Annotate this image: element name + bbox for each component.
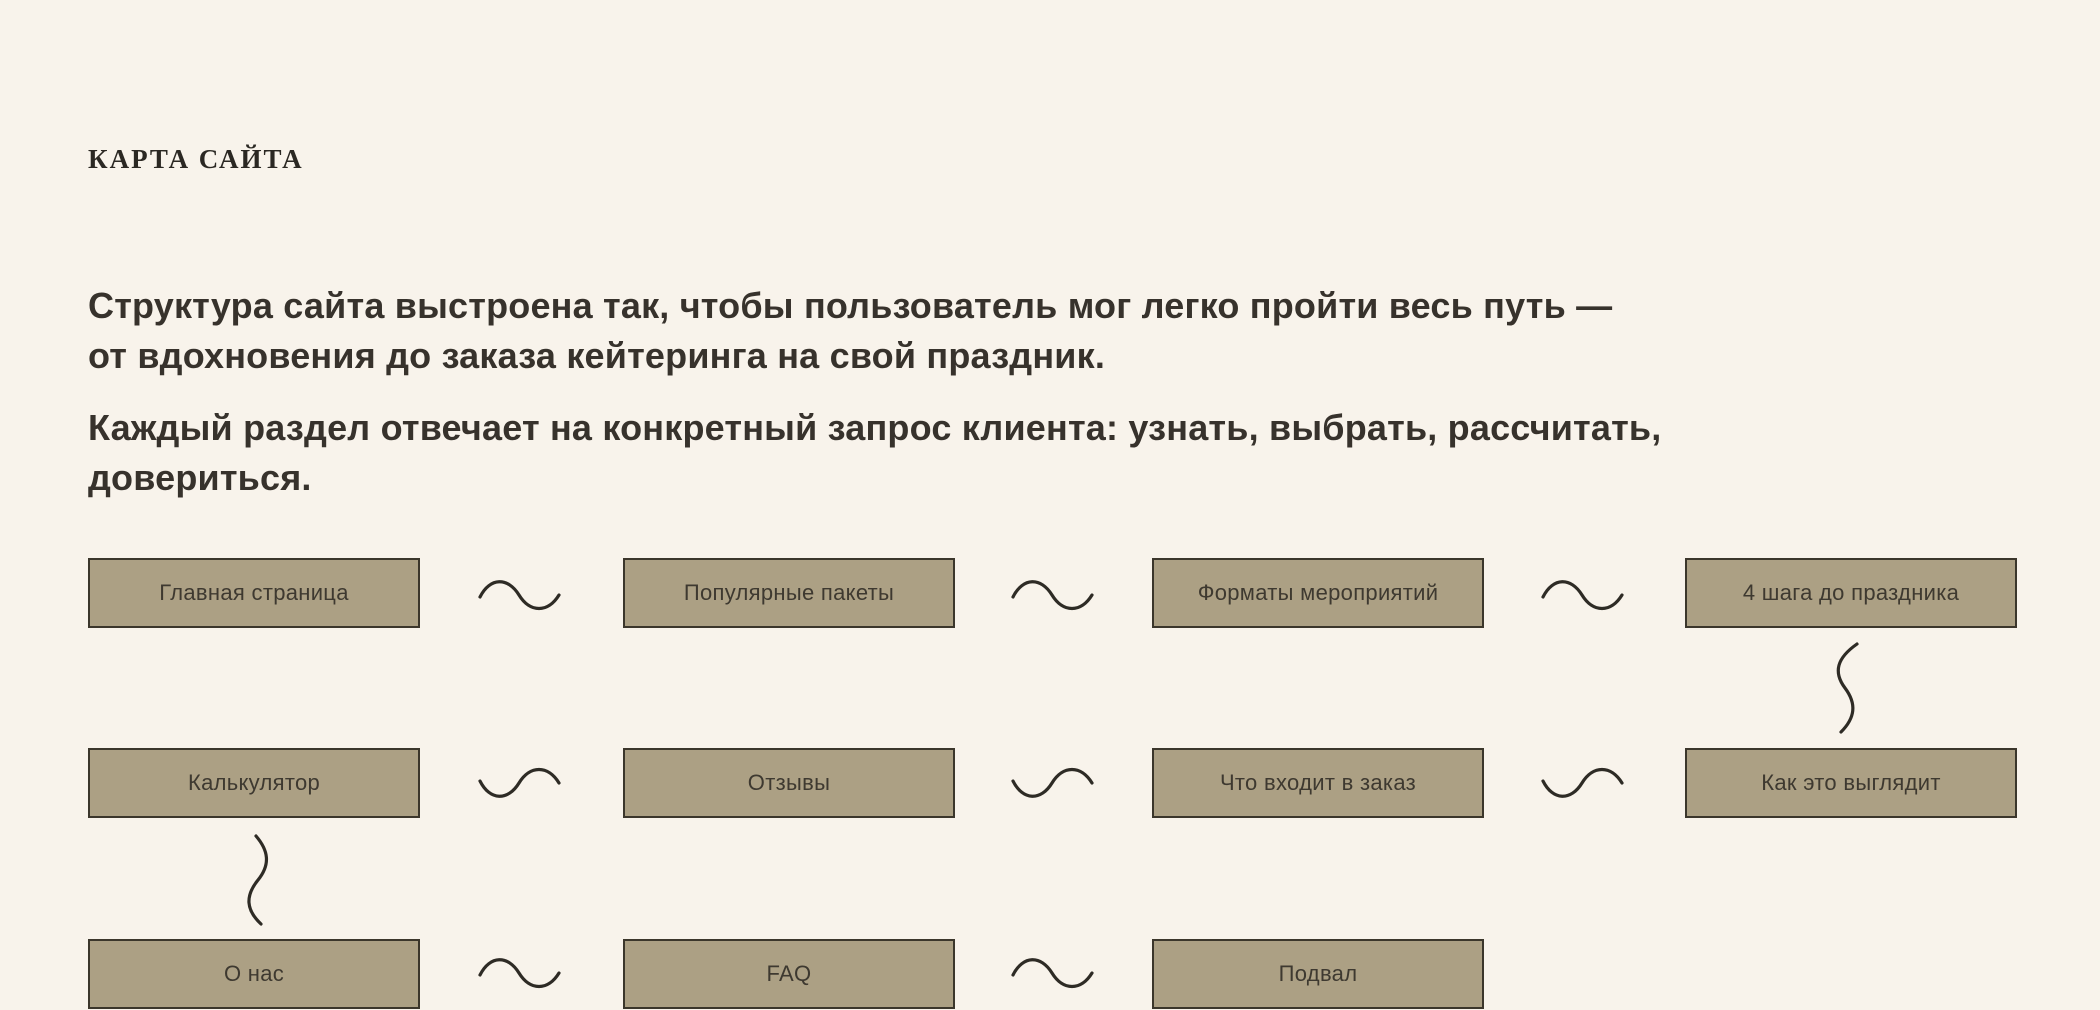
intro-line: довериться. xyxy=(88,457,312,498)
sitemap-node-formaty-meropriyatiy: Форматы мероприятий xyxy=(1152,558,1484,628)
wave-connector-icon xyxy=(1010,761,1095,805)
sitemap-node-populyarnye-pakety: Популярные пакеты xyxy=(623,558,955,628)
wave-connector-icon xyxy=(477,573,562,617)
intro-line: Каждый раздел отвечает на конкретный запрос клиента: узнать, выбрать, рассчитать, xyxy=(88,407,1662,448)
sitemap-node-podval: Подвал xyxy=(1152,939,1484,1009)
sitemap-node-chto-vhodit: Что входит в заказ xyxy=(1152,748,1484,818)
sitemap-node-o-nas: О нас xyxy=(88,939,420,1009)
page-eyebrow: КАРТА САЙТА xyxy=(88,144,304,174)
intro-line: от вдохновения до заказа кейтеринга на свой праздник. xyxy=(88,335,1106,376)
wave-connector-icon xyxy=(1540,761,1625,805)
vertical-wave-connector-icon xyxy=(1827,640,1867,736)
vertical-wave-connector-icon xyxy=(234,832,274,928)
wave-connector-icon xyxy=(1540,573,1625,617)
sitemap-node-kak-eto-vyglyadit: Как это выглядит xyxy=(1685,748,2017,818)
intro-paragraph xyxy=(88,403,1968,503)
intro-paragraph xyxy=(88,281,1968,381)
intro-text xyxy=(88,281,1968,525)
sitemap-node-glavnaya-stranitsa: Главная страница xyxy=(88,558,420,628)
wave-connector-icon xyxy=(477,951,562,995)
sitemap-node-otzyvy: Отзывы xyxy=(623,748,955,818)
wave-connector-icon xyxy=(1010,951,1095,995)
wave-connector-icon xyxy=(477,761,562,805)
sitemap-node-4-shaga: 4 шага до праздника xyxy=(1685,558,2017,628)
wave-connector-icon xyxy=(1010,573,1095,617)
sitemap-node-kalkulyator: Калькулятор xyxy=(88,748,420,818)
intro-line: Структура сайта выстроена так, чтобы пользователь мог легко пройти весь путь — xyxy=(88,285,1613,326)
sitemap-node-faq: FAQ xyxy=(623,939,955,1009)
